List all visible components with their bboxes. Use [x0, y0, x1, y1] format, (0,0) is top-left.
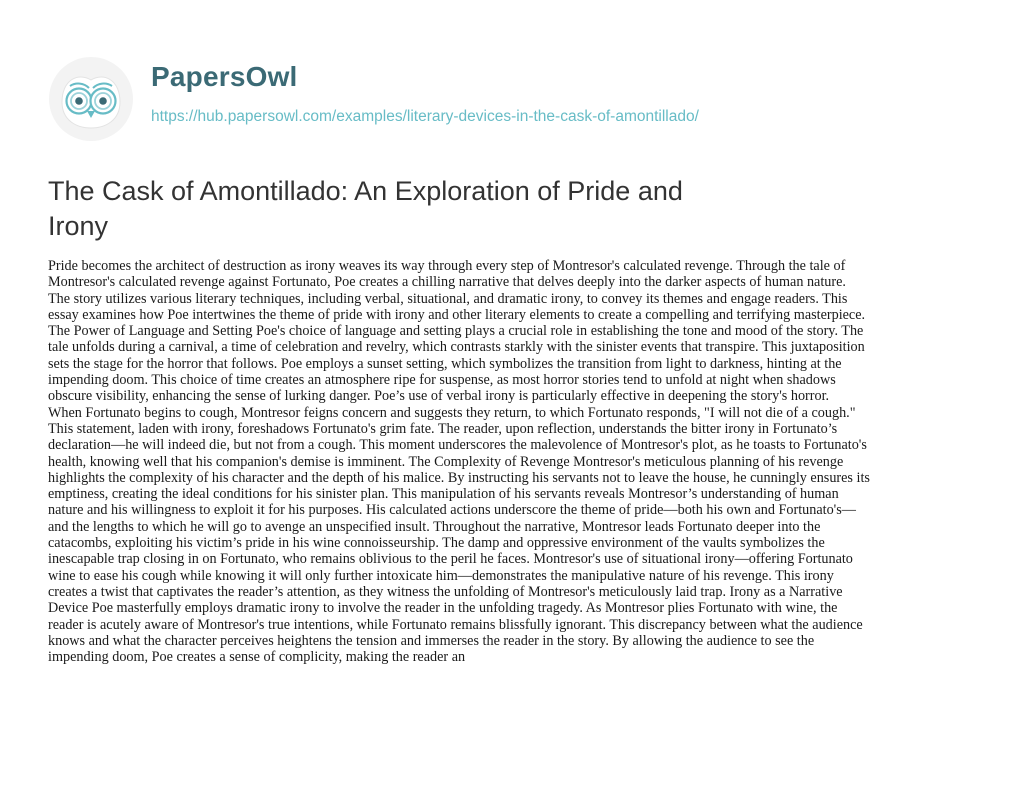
essay-line: Device Poe masterfully employs dramatic irony to involve the reader in the unfolding tragedy. As Montresor plies Fortunato with wine, the — [48, 600, 838, 617]
essay-line: wine to ease his cough while knowing it will only further intoxicate him—demonstrates the manipulative nature of his revenge. This irony — [48, 567, 834, 584]
essay-line: emptiness, creating the ideal conditions for his sinister plan. This manipulation of his servants reveals Montresor’s understanding of human — [48, 486, 839, 503]
essay-line: sets the stage for the horror that follows. Poe employs a sunset setting, which symbolizes the transition from light to darkness, hinting at the — [48, 355, 842, 372]
owl-face-icon — [48, 56, 134, 142]
essay-line: health, knowing well that his companion's demise is imminent. The Complexity of Revenge Montresor's meticulous planning of his revenge — [48, 453, 844, 470]
essay-title: The Cask of Amontillado: An Exploration of Pride and Irony — [48, 176, 683, 241]
essay-line: nature and his willingness to exploit it for his purposes. His calculated actions underscore the theme of pride—both his own and Fortunato's— — [48, 502, 856, 519]
essay-line: knows and what the character perceives heightens the tension and immerses the reader in the story. By allowing the audience to see the — [48, 632, 815, 649]
essay-line: reader is acutely aware of Montresor's true intentions, while Fortunato remains blissfully ignorant. This discrepancy between what the audience — [48, 616, 863, 633]
brand-name[interactable]: PapersOwl — [151, 61, 298, 92]
essay-line: inescapable trap closing in on Fortunato, who remains oblivious to the peril he faces. Montresor's use of situational irony—offering Fortunato — [48, 551, 853, 568]
essay-line: This statement, laden with irony, foreshadows Fortunato's grim fate. The reader, upon reflection, understands the bitter irony in Fortunato’s — [48, 420, 838, 437]
essay-line: obscure visibility, enhancing the sense of lurking danger. Poe’s use of verbal irony is particularly effective in deepening the story's horror. — [48, 388, 830, 405]
essay-line: and the lengths to which he will go to avenge an unspecified insult. Throughout the narrative, Montresor leads Fortunato deeper into the — [48, 518, 821, 535]
essay-line: The Power of Language and Setting Poe's choice of language and setting plays a crucial role in establishing the tone and mood of the story. The — [48, 323, 864, 340]
essay-line: impending doom. This choice of time creates an atmosphere ripe for suspense, as most horror stories tend to unfold at night when shadows — [48, 372, 836, 389]
essay-line: The story utilizes various literary techniques, including verbal, situational, and dramatic irony, to convey its themes and engage readers. This — [48, 290, 848, 307]
essay-line: declaration—he will indeed die, but not from a cough. This moment underscores the malevolence of Montresor's plot, as he toasts to Fortunato's — [48, 437, 867, 454]
essay-line: When Fortunato begins to cough, Montresor feigns concern and suggests they return, to which Fortunato responds, "I will not die of a cough." — [48, 404, 856, 421]
essay-line: essay examines how Poe intertwines the theme of pride with irony and other literary elements to create a compelling and terrifying masterpiece. — [48, 306, 866, 323]
essay-line: Pride becomes the architect of destruction as irony weaves its way through every step of Montresor's calculated revenge. Through the tale of — [48, 258, 846, 274]
essay-line: creates a twist that captivates the reader’s attention, as they witness the unfolding of Montresor's meticulously laid trap. Irony as a Narrative — [48, 583, 843, 600]
source-url-link[interactable]: https://hub.papersowl.com/examples/literary-devices-in-the-cask-of-amontillado/ — [151, 108, 699, 125]
essay-line: highlights the complexity of his character and the depth of his malice. By instructing his servants not to leave the house, he cunningly ensures its — [48, 469, 870, 486]
essay-line: tale unfolds during a carnival, a time of celebration and revelry, which contrasts starkly with the sinister events that transpire. This juxtaposition — [48, 339, 865, 356]
essay-body — [48, 258, 988, 665]
essay-line: impending doom, Poe creates a sense of complicity, making the reader an — [48, 649, 466, 666]
essay-line: catacombs, exploiting his victim’s pride in his wine connoisseurship. The damp and oppressive environment of the vaults symbolizes the — [48, 535, 825, 552]
site-header — [48, 30, 988, 140]
essay-line: Montresor's calculated revenge against Fortunato, Poe creates a chilling narrative that delves deeply into the darker aspects of human nature. — [48, 274, 846, 291]
